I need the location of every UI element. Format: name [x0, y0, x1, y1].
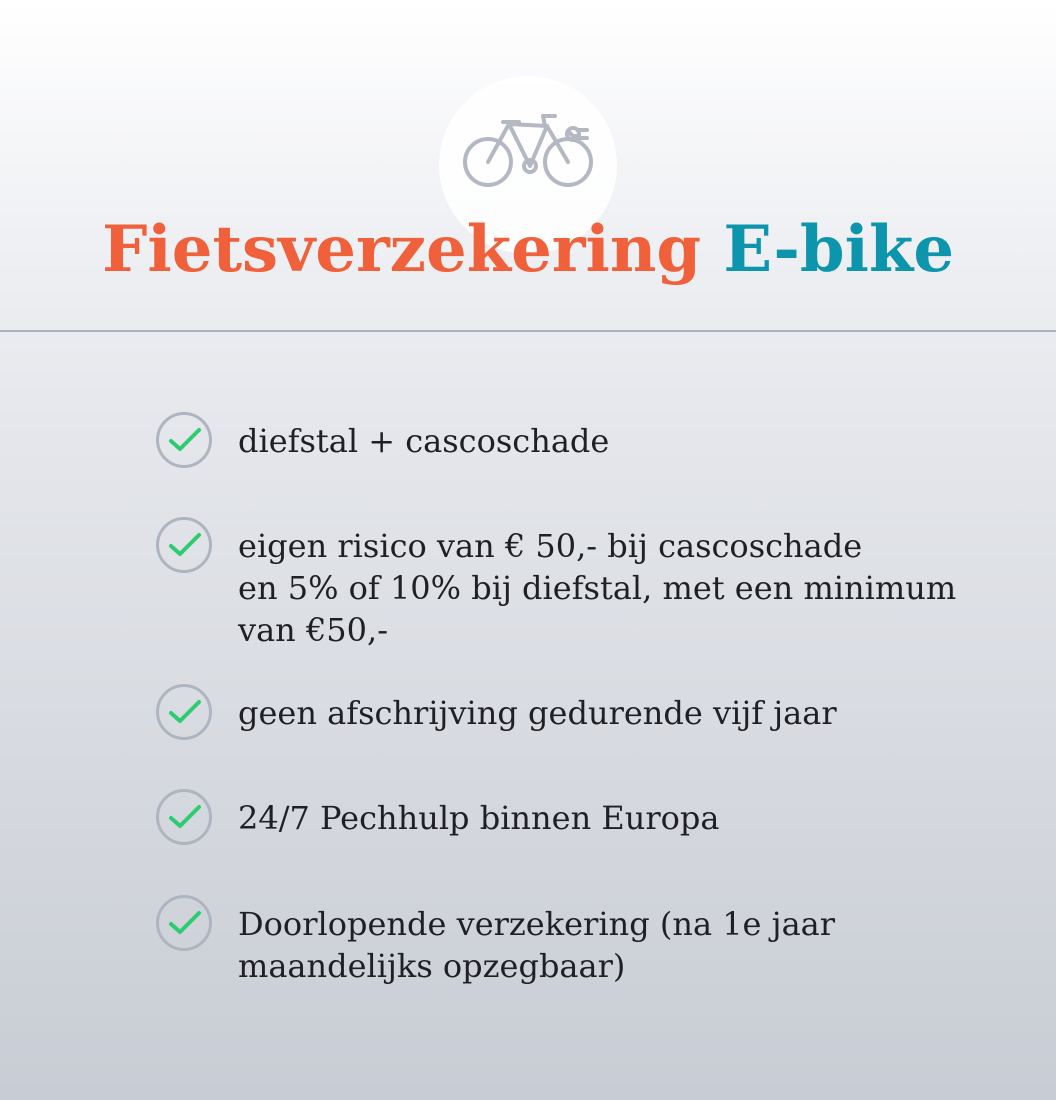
check-icon [156, 789, 212, 845]
title-part-2: E-bike [723, 212, 955, 287]
check-icon [156, 412, 212, 468]
check-icon [156, 895, 212, 951]
page-title [0, 208, 1056, 292]
feature-line: maandelijks opzegbaar) [238, 947, 626, 985]
feature-text [238, 797, 998, 839]
feature-line: en 5% of 10% bij diefstal, met een minimum [238, 569, 957, 607]
feature-line: Doorlopende verzekering (na 1e jaar [238, 905, 836, 943]
feature-text [238, 525, 998, 651]
feature-text [238, 692, 998, 734]
title-part-1: Fietsverzekering [101, 212, 702, 287]
feature-text [238, 420, 998, 462]
feature-line: diefstal + cascoschade [238, 422, 610, 460]
feature-line: 24/7 Pechhulp binnen Europa [238, 799, 720, 837]
divider [0, 330, 1056, 332]
header [0, 0, 1056, 332]
feature-line: van €50,- [238, 611, 388, 649]
feature-line: geen afschrijving gedurende vijf jaar [238, 694, 837, 732]
check-icon [156, 684, 212, 740]
check-icon [156, 517, 212, 573]
feature-text [238, 903, 998, 987]
feature-line: eigen risico van € 50,- bij cascoschade [238, 527, 863, 565]
electric-bike-icon [461, 112, 595, 194]
